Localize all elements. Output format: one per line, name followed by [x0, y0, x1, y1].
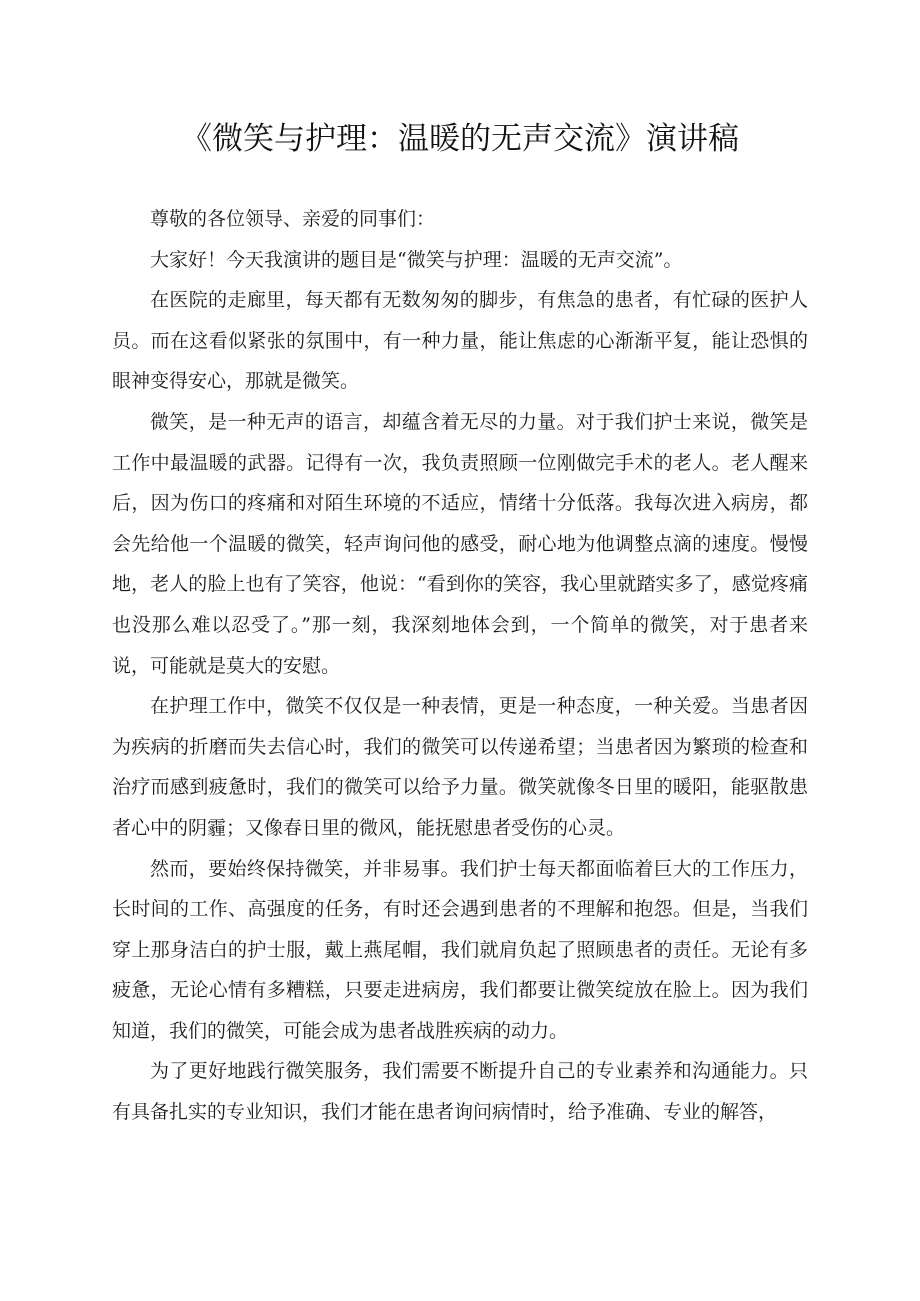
- document-title: 《微笑与护理：温暖的无声交流》演讲稿: [181, 121, 739, 157]
- document-body: [112, 199, 808, 1133]
- body-paragraph: 微笑，是一种无声的语言，却蕴含着无尽的力量。对于我们护士来说，微笑是工作中最温暖的武器。记得有一次，我负责照顾一位刚做完手术的老人。老人醒来后，因为伤口的疼痛和对陌生环境的不适应，情绪十分低落。我每次进入病房，都会先给他一个温暖的微笑，轻声询问他的感受，耐心地为他调整点滴的速度。慢慢地，老人的脸上也有了笑容，他说：“看到你的笑容，我心里就踏实多了，感觉疼痛也没那么难以忍受了。”那一刻，我深刻地体会到，一个简单的微笑，对于患者来说，可能就是莫大的安慰。: [112, 410, 808, 677]
- body-paragraph: 然而，要始终保持微笑，并非易事。我们护士每天都面临着巨大的工作压力，长时间的工作、高强度的任务，有时还会遇到患者的不理解和抱怨。但是，当我们穿上那身洁白的护士服，戴上燕尾帽，我们就肩负起了照顾患者的责任。无论有多疲惫，无论心情有多糟糕，只要走进病房，我们都要让微笑绽放在脸上。因为我们知道，我们的微笑，可能会成为患者战胜疾病的动力。: [112, 857, 808, 1042]
- body-paragraph: 为了更好地践行微笑服务，我们需要不断提升自己的专业素养和沟通能力。只有具备扎实的专业知识，我们才能在患者询问病情时，给予准确、专业的解答，: [112, 1060, 808, 1124]
- body-paragraph: 在医院的走廊里，每天都有无数匆匆的脚步，有焦急的患者，有忙碌的医护人员。而在这看似紧张的氛围中，有一种力量，能让焦虑的心渐渐平复，能让恐惧的眼神变得安心，那就是微笑。: [112, 289, 808, 393]
- opening-paragraph: 大家好！今天我演讲的题目是“微笑与护理：温暖的无声交流”。: [150, 248, 683, 271]
- salutation-paragraph: 尊敬的各位领导、亲爱的同事们：: [150, 208, 436, 230]
- body-paragraph: 在护理工作中，微笑不仅仅是一种表情，更是一种态度，一种关爱。当患者因为疾病的折磨而失去信心时，我们的微笑可以传递希望；当患者因为繁琐的检查和治疗而感到疲惫时，我们的微笑可以给予力量。微笑就像冬日里的暖阳，能驱散患者心中的阴霾；又像春日里的微风，能抚慰患者受伤的心灵。: [112, 695, 808, 839]
